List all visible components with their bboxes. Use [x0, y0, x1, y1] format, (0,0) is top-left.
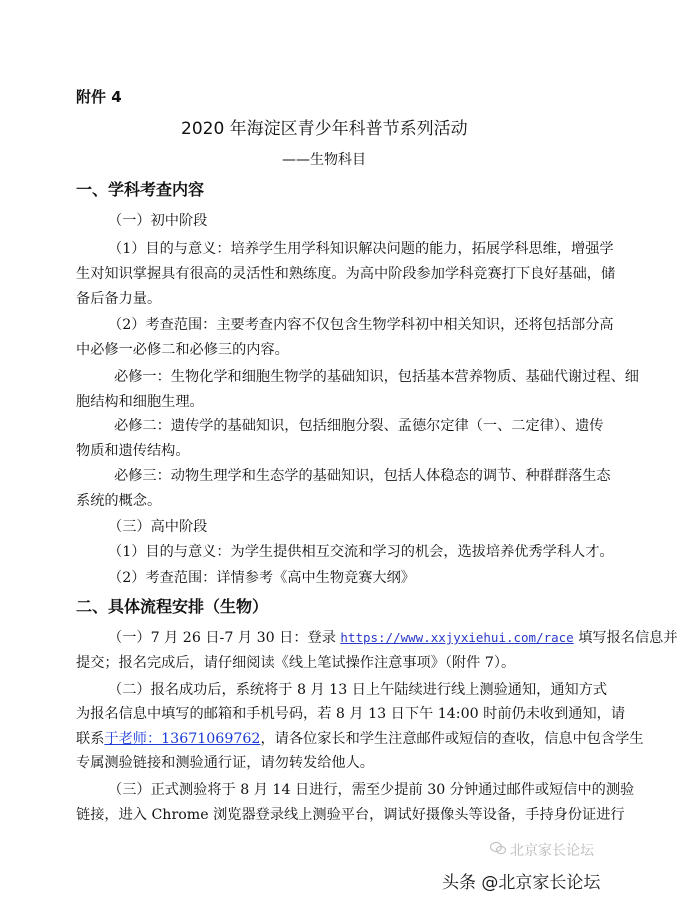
step3-line1: （三）正式测验将于 8 月 14 日进行，需至少提前 30 分钟通过邮件或短信中的测验 — [108, 782, 635, 798]
senior-scope: （2）考查范围：详情参考《高中生物竞赛大纲》 — [108, 570, 415, 586]
step2-line1: （二）报名成功后，系统将于 8 月 13 日上午陆续进行线上测验通知，通知方式 — [108, 682, 608, 698]
step2-line4: 专属测验链接和测验通行证，请勿转发给他人。 — [76, 755, 374, 771]
senior-stage-label: （三）高中阶段 — [108, 519, 208, 535]
required-1-line1: 必修一：生物化学和细胞生物学的基础知识，包括基本营养物质、基础代谢过程、细 — [114, 369, 639, 385]
junior-scope-line2: 中必修一必修二和必修三的内容。 — [76, 342, 289, 358]
watermark-faint: 北京家长论坛 — [510, 843, 594, 859]
step1-text-a: （一）7 月 26 日-7 月 30 日：登录 — [108, 630, 341, 646]
section-heading-2: 二、具体流程安排（生物） — [76, 597, 269, 616]
attachment-label: 附件 4 — [76, 88, 122, 106]
section-heading-1: 一、学科考查内容 — [76, 180, 205, 199]
step2-text-a: 联系 — [76, 731, 105, 747]
document-subtitle: ——生物科目 — [282, 152, 366, 168]
step3-line2: 链接，进入 Chrome 浏览器登录线上测验平台，调试好摄像头等设备，手持身份证进行 — [76, 807, 625, 823]
required-2-line2: 物质和遗传结构。 — [76, 443, 190, 459]
registration-link[interactable]: https://www.xxjyxiehui.com/race — [340, 630, 574, 645]
required-3-line2: 系统的概念。 — [76, 493, 162, 509]
junior-purpose-line3: 备后备力量。 — [76, 291, 162, 307]
junior-scope-line1: （2）考查范围：主要考查内容不仅包含生物学科初中相关知识，还将包括部分高 — [108, 317, 614, 333]
watermark-label: 头条 @北京家长论坛 — [442, 873, 601, 893]
required-1-line2: 胞结构和细胞生理。 — [76, 394, 204, 410]
required-2-line1: 必修二：遗传学的基础知识，包括细胞分裂、孟德尔定律（一、二定律）、遗传 — [114, 418, 604, 434]
step1-line1 — [108, 629, 678, 647]
senior-purpose: （1）目的与意义：为学生提供相互交流和学习的机会，选拔培养优秀学科人才。 — [108, 544, 614, 560]
wechat-icon — [490, 841, 506, 855]
junior-purpose-line1: （1）目的与意义：培养学生用学科知识解决问题的能力，拓展学科思维，增强学 — [108, 241, 614, 257]
step2-line3 — [76, 730, 644, 748]
junior-stage-label: （一）初中阶段 — [108, 213, 208, 229]
step1-line2: 提交；报名完成后，请仔细阅读《线上笔试操作注意事项》（附件 7）。 — [76, 655, 516, 671]
step2-line2: 为报名信息中填写的邮箱和手机号码，若 8 月 13 日下午 14:00 时前仍未收到通知，请 — [76, 706, 626, 722]
step2-text-b: ，请各位家长和学生注意邮件或短信的查收，信息中包含学生 — [260, 731, 644, 747]
contact-phone-link[interactable]: 于老师：13671069762 — [104, 731, 261, 747]
required-3-line1: 必修三：动物生理学和生态学的基础知识，包括人体稳态的调节、种群群落生态 — [114, 468, 611, 484]
step1-text-b: 填写报名信息并 — [573, 630, 678, 646]
junior-purpose-line2: 生对知识掌握具有很高的灵活性和熟练度。为高中阶段参加学科竞赛打下良好基础，储 — [76, 266, 616, 282]
document-title: 2020 年海淀区青少年科普节系列活动 — [181, 119, 468, 139]
